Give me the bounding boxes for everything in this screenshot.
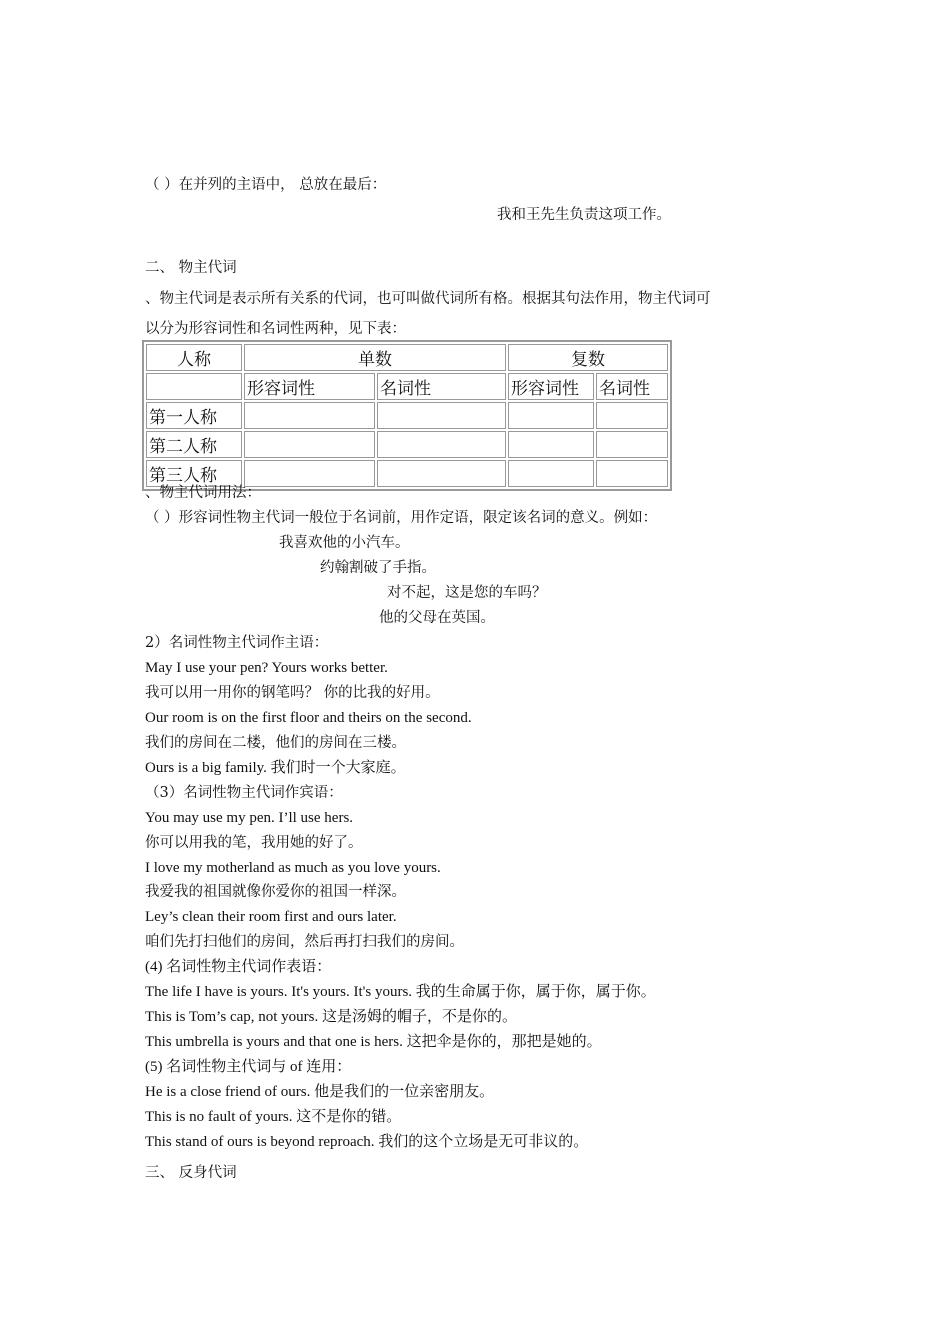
paragraph-possessive-definition: 、物主代词是表示所有关系的代词，也可叫做代词所有格。根据其句法作用，物主代词可 [145, 291, 711, 307]
section-heading-possessive: 二、 物主代词 [145, 260, 237, 276]
subheader-singular-adjective: 形容词性 [244, 373, 375, 400]
section-heading-reflexive: 三、 反身代词 [145, 1165, 237, 1181]
table-cell [596, 460, 668, 487]
example-line: 咱们先打扫他们的房间，然后再打扫我们的房间。 [145, 934, 464, 950]
example-line: 他的父母在英国。 [379, 610, 495, 626]
example-line: 约翰割破了手指。 [320, 560, 436, 576]
paragraph-possessive-definition-cont: 以分为形容词性和名词性两种，见下表： [145, 321, 406, 337]
row-label-third-person: 第三人称 [146, 460, 242, 487]
table-cell [377, 460, 506, 487]
usage-heading: 、物主代词用法： [145, 485, 261, 501]
example-line: The life I have is yours. It's yours. It's yours. 我的生命属于你，属于你，属于你。 [145, 984, 656, 1000]
table-cell [244, 402, 375, 429]
usage-item-object: （3）名词性物主代词作宾语： [145, 785, 343, 801]
table-cell [244, 460, 375, 487]
example-line: You may use my pen. I’ll use hers. [145, 810, 354, 826]
table-row [146, 460, 668, 487]
table-cell [508, 431, 594, 458]
usage-item-subject: 2）名词性物主代词作主语： [145, 635, 329, 651]
header-plural: 复数 [508, 344, 668, 371]
example-line: He is a close friend of ours. 他是我们的一位亲密朋友。 [145, 1084, 495, 1100]
table-cell-empty [146, 373, 242, 400]
example-line: This is Tom’s cap, not yours. 这是汤姆的帽子，不是你的。 [145, 1009, 518, 1025]
header-person: 人称 [146, 344, 242, 371]
table-row [146, 402, 668, 429]
line-example-wang: 我和王先生负责这项工作。 [497, 207, 671, 223]
usage-item-predicative: (4) 名词性物主代词作表语： [145, 959, 332, 975]
example-line: 我爱我的祖国就像你爱你的祖国一样深。 [145, 884, 406, 900]
example-line: May I use your pen? Yours works better. [145, 660, 388, 676]
table-cell [244, 431, 375, 458]
example-line: 我可以用一用你的钢笔吗？ 你的比我的好用。 [145, 685, 440, 701]
example-line: This stand of ours is beyond reproach. 我们的这个立场是无可非议的。 [145, 1134, 589, 1150]
table-cell [508, 460, 594, 487]
example-line: 我们的房间在二楼，他们的房间在三楼。 [145, 735, 406, 751]
subheader-plural-adjective: 形容词性 [508, 373, 594, 400]
example-line: 你可以用我的笔，我用她的好了。 [145, 835, 363, 851]
table-cell [508, 402, 594, 429]
example-line: Ley’s clean their room first and ours later. [145, 909, 397, 925]
usage-item-of: (5) 名词性物主代词与 of 连用： [145, 1059, 352, 1075]
row-label-first-person: 第一人称 [146, 402, 242, 429]
possessive-pronoun-table [142, 340, 672, 491]
table-cell [377, 431, 506, 458]
example-line: 对不起，这是您的车吗？ [387, 585, 547, 601]
line-coordinate-subject: （ ）在并列的主语中， 总放在最后： [145, 177, 387, 193]
example-line: I love my motherland as much as you love yours. [145, 860, 441, 876]
example-line: This is no fault of yours. 这不是你的错。 [145, 1109, 402, 1125]
example-line: Ours is a big family. 我们时一个大家庭。 [145, 760, 406, 776]
table-row [146, 431, 668, 458]
header-singular: 单数 [244, 344, 506, 371]
row-label-second-person: 第二人称 [146, 431, 242, 458]
subheader-plural-noun: 名词性 [596, 373, 668, 400]
subheader-singular-noun: 名词性 [377, 373, 506, 400]
table-cell [377, 402, 506, 429]
example-line: Our room is on the first floor and theirs on the second. [145, 710, 472, 726]
usage-item-adjective: （ ）形容词性物主代词一般位于名词前，用作定语，限定该名词的意义。例如： [145, 510, 658, 526]
example-line: This umbrella is yours and that one is hers. 这把伞是你的，那把是她的。 [145, 1034, 602, 1050]
table-cell [596, 402, 668, 429]
example-line: 我喜欢他的小汽车。 [279, 535, 410, 551]
table-cell [596, 431, 668, 458]
